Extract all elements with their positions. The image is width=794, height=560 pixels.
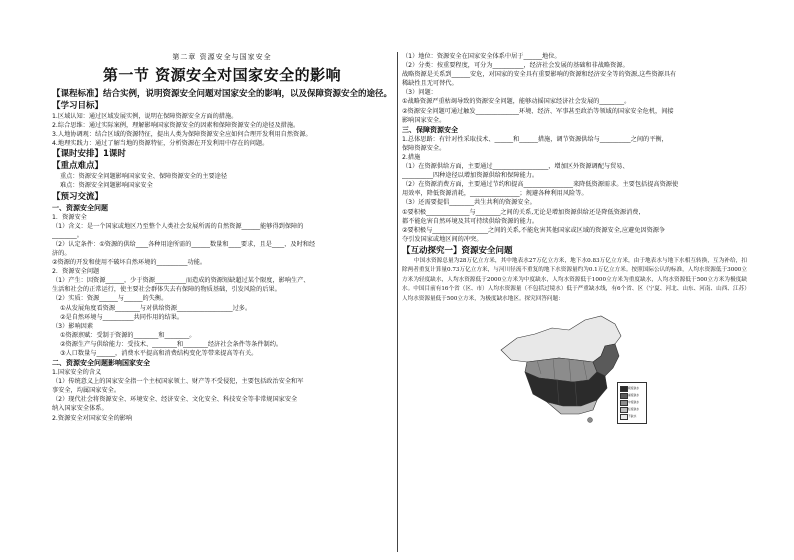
- right-body: [402, 52, 747, 244]
- legend-swatch-3: [620, 407, 628, 413]
- legend-swatch-4: [620, 414, 628, 420]
- left-hdr-1: 【学习目标】: [52, 101, 104, 111]
- left-line-25: ①资源禀赋：受制于资源的________和________。: [60, 331, 196, 339]
- left-hdr-7: 【重点难点】: [52, 161, 104, 172]
- left-column: [52, 52, 392, 423]
- left-line-27: ③人口数量与______，消费水平提高和消费结构变化等带来提高等有关。: [60, 349, 258, 357]
- water-resource-map: [497, 310, 647, 428]
- right-line-9: 1.总体思路：有针对性采取技术、______和______措施，调节资源供给与__________之间的平衡，: [402, 135, 668, 143]
- right-line-12: （1）在资源供给方面，主要通过__________________，增加区外资源调配与贸易、: [402, 163, 629, 171]
- left-line-20: 生活和社会的正常运行，使主要社会群体失去有保障的物质基础，引发风险的后果。: [52, 286, 281, 294]
- left-hdr-6: 【课时安排】1课时: [52, 149, 126, 160]
- right-line-17: ①要积极______________与________之间的关系,无论是增加资源供给还是降低资源消费,: [402, 208, 641, 216]
- map-legend: [617, 382, 647, 424]
- left-line-23: ②是自然环境与__________共同作用的结果。: [60, 313, 184, 321]
- legend-label-3: 轻度缺水: [628, 406, 640, 411]
- right-line-2: 战略资源是关系到______安危，对国家的安全具有重要影响的资源和经济安全等的资源,这些资源具有: [402, 71, 677, 79]
- left-line-26: ②资源生产与供给能力：受技术、________和________经济社会条件等条件制约。: [60, 340, 283, 348]
- right-line-1: （2）分类：按重要程度，可分为__________，经济社会发展的基础和非战略资源。: [402, 62, 629, 70]
- right-column: [402, 52, 747, 428]
- legend-swatch-0: [620, 386, 628, 392]
- left-line-29: 1.国家安全的含义: [52, 369, 102, 377]
- left-line-15: （2）认定条件：①资源的供给____各种用途所需的______数量和____要求，且是____、及时和经: [52, 240, 316, 248]
- left-line-14: ________。: [52, 231, 83, 239]
- legend-label-2: 中度缺水: [628, 399, 640, 404]
- right-line-15: 用效率，降低资源消耗，________________；规避各种利用风险等。: [402, 190, 588, 198]
- right-sub-8: 三、保障资源安全: [402, 125, 458, 134]
- left-line-30: （1）传统意义上的国家安全指一个主权国家领土、财产等不受侵犯，主要包括政治安全和军: [52, 378, 304, 386]
- left-line-13: （1）含义：是一个国家或地区乃至整个人类社会发展所需的自然资源______能够得到保障的: [52, 222, 304, 230]
- left-line-9: 难点：资源安全问题影响国家安全: [60, 182, 153, 190]
- column-divider: [397, 52, 398, 552]
- left-line-21: （2）实质：资源______与______的失衡。: [52, 295, 168, 303]
- left-line-31: 事安全，均属国家安全。: [52, 387, 121, 395]
- right-line-14: （2）在资源消费方面，主要通过节约和提高________________来降低资源需求。主要包括提高资源使: [402, 181, 679, 189]
- right-line-19: ②要积极与__________________之间的关系,不能危害其他国家或区域的资源安全,应避免因资源争: [402, 226, 666, 234]
- right-line-6: ②资源安全问题可通过触发______________环境、经济、军事甚至政治等领域的国家安全危机，间接: [402, 107, 674, 115]
- right-line-10: 保障资源安全。: [402, 144, 446, 152]
- left-hdr-10: 【预习交流】: [52, 191, 104, 202]
- left-body: [52, 88, 392, 423]
- right-line-11: 2.措施: [402, 153, 421, 161]
- legend-label-0: 极度缺水: [628, 385, 640, 390]
- legend-label-4: 不缺水: [628, 413, 637, 418]
- left-line-32: （2）现代社会将资源安全、环境安全、经济安全、文化安全、科技安全等非常规国家安全: [52, 396, 298, 404]
- left-line-24: （3）影响因素: [52, 322, 94, 330]
- explore-paragraph: 中国水资源总量为28万亿立方米，其中地表水27万亿立方米，地下水0.83万亿立方米，由于地表水与地下水相互转换，互为补给，扣除两者重复计算量0.73万亿立方米，与河川径流不重复的地下水资源量约为0.1万亿立方米。按照国际公认的标准，人均水资源低于3000立方米为轻度缺水，人均水资源低于2000立方米为中度缺水，人均水资源低于1000立方米为重度缺水，人均水资源低于500立方米为极度缺水。中国目前有16个省（区、市）人均水资源量（不包括过境水）低于严重缺水线，有6个省、区（宁夏、河北、山东、河南、山西、江苏）人均水资源量低于500立方米，为极度缺水地区。探究回答问题：: [402, 257, 747, 302]
- right-line-0: （1）地位：资源安全在国家安全体系中居于______地位。: [402, 53, 561, 60]
- left-hdr-0: 【课程标准】结合实例，说明资源安全问题对国家安全的影响，以及保障资源安全的途径。: [52, 89, 393, 99]
- left-line-12: 1．资源安全: [52, 213, 87, 221]
- right-line-13: __________四种途径以增加资源供给和保障能力。: [402, 172, 539, 180]
- map-hainan-island: [588, 417, 593, 422]
- legend-swatch-2: [620, 400, 628, 406]
- left-line-2: 1.区域认知：通过区域发展实例，说明在保障资源安全方面的措施。: [52, 113, 238, 120]
- chapter-heading: 第二章 资源安全与国家安全: [172, 53, 272, 61]
- right-line-18: 都不能危害自然环境及其可持续供给资源的能力。: [402, 217, 539, 225]
- left-line-5: 4.地理实践力：通过了解当地的资源特征，分析资源在开发利用中存在的问题。: [52, 140, 269, 148]
- left-line-22: ①从发展角度看资源________与对供给资源__________________过多。: [60, 304, 252, 312]
- right-line-7: 影响国家安全。: [402, 116, 446, 124]
- right-line-20: 夺引发国家或地区间的冲突。: [402, 235, 483, 243]
- left-line-4: 3.人地协调观：结合区域的资源特征，提出人类为保障资源安全应如何合理开发利用自然资源。: [52, 131, 312, 139]
- left-line-34: 2.资源安全对国家安全的影响: [52, 414, 133, 422]
- left-line-33: 纳入国家安全体系。: [52, 405, 108, 413]
- left-line-17: ②资源的开发和使用不破坏自然环境的__________功能。: [52, 259, 207, 267]
- left-line-3: 2.综合思维：通过实际案例，理解影响国家资源安全的因素和保障资源安全的途径及措施。: [52, 122, 300, 130]
- legend-label-1: 重度缺水: [628, 392, 640, 397]
- right-line-4: （3）问题：: [402, 89, 437, 97]
- left-line-16: 济的。: [52, 249, 71, 257]
- left-line-8: 重点：资源安全问题影响国家安全、保障资源安全的主要途径: [60, 173, 228, 181]
- left-line-19: （1）产生：因资源______，少于资源__________而造成的资源短缺超过某个限度，影响生产、: [52, 277, 310, 285]
- left-sub-28: 二、资源安全问题影响国家安全: [52, 359, 150, 368]
- legend-swatch-1: [620, 393, 628, 399]
- left-line-18: 2．资源安全问题: [52, 268, 100, 276]
- explore-title: 【互动探究一】资源安全问题: [402, 245, 513, 256]
- left-sub-11: 一、资源安全问题: [52, 203, 108, 212]
- right-line-16: （3）还需要提倡________共生共利的资源安全。: [402, 199, 536, 207]
- section-title: 第一节 资源安全对国家安全的影响: [102, 66, 342, 84]
- right-line-5: ①战略资源严重枯竭导致的资源安全问题，能够动摇国家经济社会发展的________。: [402, 98, 631, 106]
- right-line-3: 稀缺性且无可替代。: [402, 80, 458, 88]
